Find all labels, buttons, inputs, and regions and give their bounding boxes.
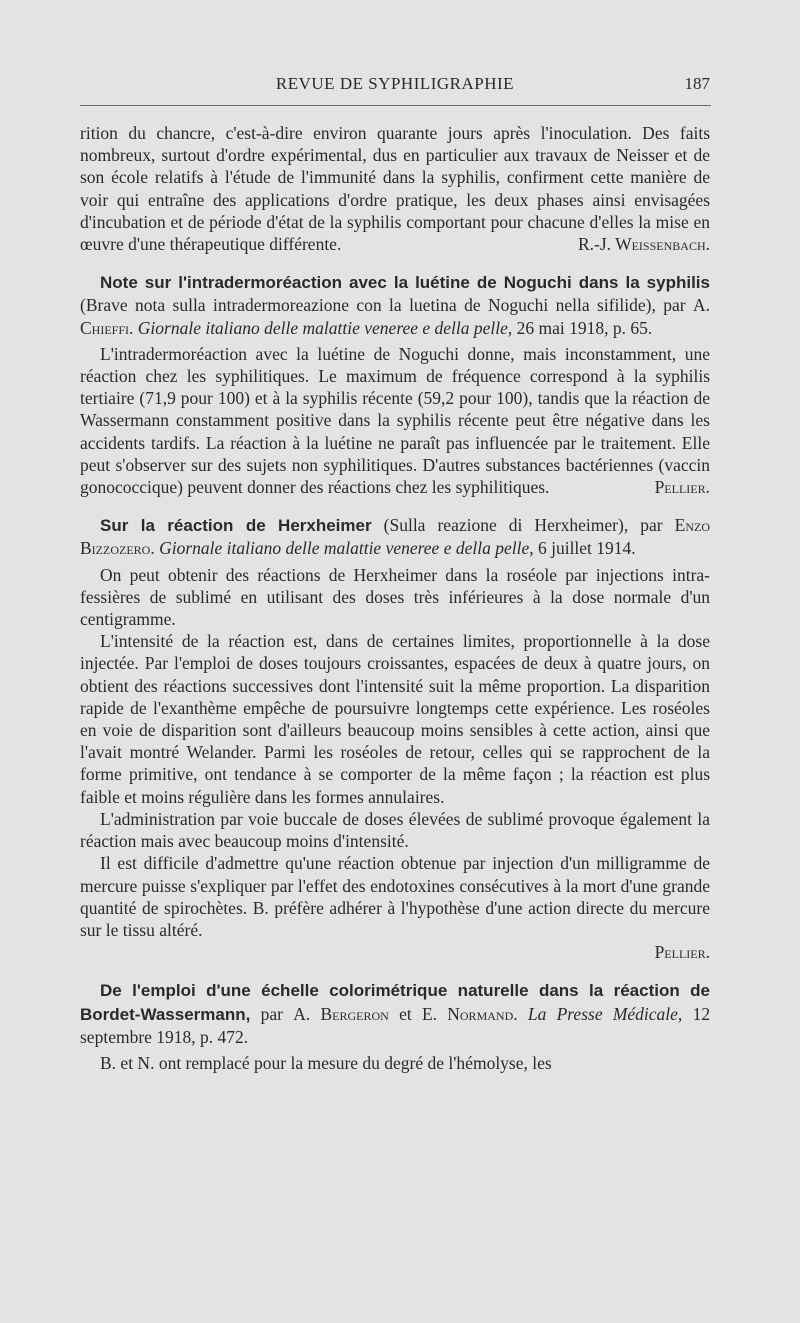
- article3-journal: La Presse Médicale,: [527, 1003, 683, 1024]
- article1-citation: (Brave nota sulla intradermoreazione con la luetina de Noguchi nella sifilide), par: [80, 295, 686, 316]
- article1-date: 26 mai 1918, p. 65.: [516, 317, 653, 338]
- page-number: 187: [684, 74, 710, 93]
- page-header: [80, 74, 710, 100]
- article1-paragraph1: L'intradermoréaction avec la luétine de Noguchi donne, mais inconstamment, une réaction chez les syphilitiques. Le maximum de fréquence correspond à la syphilis tertiaire (71,9 pour 100) et à la syphilis récente (59,2 pour 100), tandis que la réaction de Wassermann constamment positive dans la syphilis récente peut être négative dans les accidents tardifs. La réaction à la luétine ne paraît pas influencée par le traitement. Elle peut s'observer sur des sujets non syphilitiques. D'autres substances bactériennes (vaccin gonococcique) peuvent donner des réactions chez les syphilitiques.: [80, 343, 710, 498]
- article2-paragraph-4: Il est difficile d'admettre qu'une réaction obtenue par injection d'un milligramme de mercure puisse s'expliquer par l'effet des endotoxines consécutives à la mort d'une grande quantité de spirochètes. B. préfère adhérer à l'hypothèse d'une action directe du mercure sur le tissu altéré.: [80, 853, 710, 940]
- article2-paragraph-2: L'intensité de la réaction est, dans de certaines limites, proportionnelle à la dose injectée. Par l'emploi de doses toujours croissantes, espacées de deux à quatre jours, on obtient des réactions successives dont l'intensité suit la même proportion. La disparition rapide de l'exanthème empêche de poursuivre longtemps cette expérience. Les roséoles en voie de disparition sont d'ailleurs beaucoup moins sensibles à cette action, ainsi que l'avait montré Welander. Parmi les roséoles de retour, celles qui se rapprochent de la forme primitive, ont tendance à se comporter de la même façon ; la réaction est plus faible et moins régulière dans les formes annulaires.: [80, 631, 710, 807]
- article2-paragraph-3: L'administration par voie buccale de doses élevées de sublimé provoque également la réaction mais avec beaucoup moins d'intensité.: [80, 808, 710, 852]
- article2-title: Sur la réaction de Herxheimer: [100, 516, 372, 536]
- intro-paragraph: [80, 122, 710, 255]
- article1-title: Note sur l'intradermoréaction avec la luétine de Noguchi dans la syphilis: [100, 273, 710, 293]
- article3-paragraph-1: B. et N. ont remplacé pour la mesure du degré de l'hémolyse, les: [100, 1052, 552, 1073]
- article3-author1: A. Bergeron: [293, 1003, 389, 1024]
- running-title: REVUE DE SYPHILIGRAPHIE: [275, 74, 515, 93]
- article2-paragraph-1: On peut obtenir des réactions de Herxheimer dans la roséole par injections intra-fessières de sublimé en utilisant des doses très inférieures à la dose normale d'un centigramme.: [80, 564, 710, 630]
- page-body: [80, 122, 710, 1074]
- header-rule: [80, 105, 711, 106]
- article2-signature-line: [80, 941, 710, 963]
- article3-citation: par: [260, 1003, 283, 1024]
- article3-conj: et: [399, 1003, 412, 1024]
- intro-signature: R.-J. Weissenbach.: [577, 234, 710, 255]
- article2-heading: [80, 514, 710, 559]
- article1-signature: Pellier.: [654, 477, 710, 498]
- article3-date: 12 septembre 1918, p. 472.: [80, 1003, 711, 1047]
- article2-citation: (Sulla reazione di Herxheimer), par: [383, 515, 663, 536]
- article1-heading: [80, 271, 710, 339]
- article3-heading: [80, 979, 710, 1048]
- article3-author2: E. Normand.: [421, 1003, 518, 1024]
- article1-author: A. Chieffi.: [80, 295, 710, 338]
- article1-paragraph: [80, 343, 710, 498]
- article2-date: 6 juillet 1914.: [537, 538, 636, 559]
- article3-title: De l'emploi d'une échelle colorimétrique naturelle dans la réaction de Bordet-Wassermann,: [80, 981, 710, 1024]
- intro-text: rition du chancre, c'est-à-dire environ quarante jours après l'inoculation. Des faits nombreux, surtout d'ordre expérimental, dus en particulier aux travaux de Neisser et de son école relatifs à l'étude de l'immunité dans la syphilis, confirment cette manière de voir qui entraîne des applications d'ordre pratique, les deux phases ainsi envisagées d'incubation et de période d'état de la syphilis comportant pour chacune d'elles la mise en œuvre d'une thérapeutique différente.: [80, 123, 710, 255]
- article2-journal: Giornale italiano delle malattie veneree e della pelle,: [159, 538, 534, 559]
- article1-journal: Giornale italiano delle malattie veneree e della pelle,: [137, 317, 513, 338]
- article2-author: Enzo Bizzozero.: [80, 515, 710, 559]
- article2-signature: Pellier.: [654, 942, 710, 963]
